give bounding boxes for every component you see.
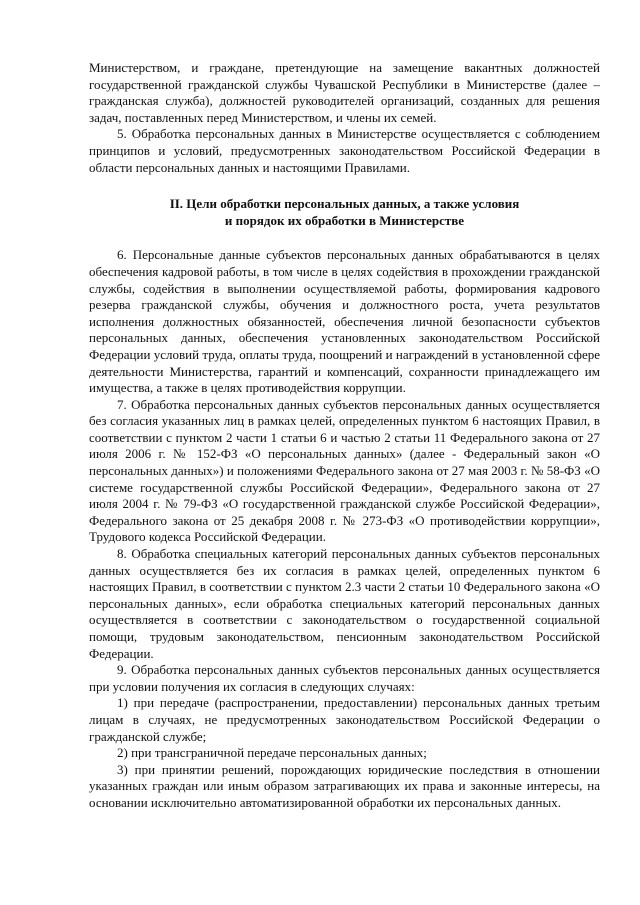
paragraph-8: 8. Обработка специальных категорий персональных данных субъектов персональных данных осуществляется без их согласия в рамках целей, определенных пунктом 6 настоящих Правил, в соответствии с пунктом 2.3 части 2 статьи 10 Федерального закона «О персональных данных», если обработка специальных категорий персональных данных осуществляется в соответствии с законодательством о государственной социальной помощи, трудовым законодательством, пенсионным законодательством Российской Федерации. [89, 546, 600, 661]
paragraph-5: 5. Обработка персональных данных в Министерстве осуществляется с соблюдением принципов и условий, предусмотренных законодательством Российской Федерации в области персональных данных и настоящими Правилами. [89, 126, 600, 175]
list-item-1: 1) при передаче (распространении, предоставлении) персональных данных третьим лицам в случаях, не предусмотренных законодательством Российской Федерации о гражданской службе; [89, 695, 600, 744]
list-item-2: 2) при трансграничной передаче персональных данных; [117, 745, 427, 761]
section-heading [89, 196, 600, 229]
document-page [89, 60, 600, 812]
paragraph-7: 7. Обработка персональных данных субъектов персональных данных осуществляется без согласия указанных лиц в рамках целей, определенных пунктом 6 настоящих Правил, в соответствии с пунктом 2 части 1 статьи 6 и частью 2 статьи 11 Федерального закона от 27 июля 2006 г. № 152-ФЗ «О персональных данных» (далее - Федеральный закон «О персональных данных») и положениями Федерального закона от 27 мая 2003 г. № 58-ФЗ «О системе государственной службы Российской Федерации», Федерального закона от 27 июля 2004 г. № 79-ФЗ «О государственной гражданской службе Российской Федерации», Федерального закона от 25 декабря 2008 г. № 273-ФЗ «О противодействии коррупции», Трудового кодекса Российской Федерации. [89, 396, 600, 545]
section-heading-line-1: II. Цели обработки персональных данных, а также условия [169, 196, 520, 212]
section-heading-line-2: и порядок их обработки в Министерстве [224, 212, 465, 228]
paragraph-6: 6. Персональные данные субъектов персональных данных обрабатываются в целях обеспечения кадровой работы, в том числе в целях содействия в прохождении гражданской службы, содействия в выполнении осуществляемой работы, формирования кадрового резерва гражданской службы, обучения и должностного роста, учета результатов исполнения должностных обязанностей, обеспечения личной безопасности субъектов персональных данных, обеспечения установленных законодательством Российской Федерации условий труда, оплаты труда, поощрений и награждений в установленной сфере деятельности Министерства, гарантий и компенсаций, сохранности принадлежащего им имущества, а также в целях противодействия коррупции. [89, 247, 600, 396]
paragraph-continuation: Министерством, и граждане, претендующие на замещение вакантных должностей государственной гражданской службы Чувашской Республики в Министерстве (далее – гражданская служба), должностей руководителей организаций, созданных для решения задач, поставленных перед Министерством, и члены их семей. [89, 60, 600, 125]
list-item-3: 3) при принятии решений, порождающих юридические последствия в отношении указанных граждан или иным образом затрагивающих их права и законные интересы, на основании исключительно автоматизированной обработки их персональных данных. [89, 761, 600, 810]
paragraph-9: 9. Обработка персональных данных субъектов персональных данных осуществляется при условии получения их согласия в следующих случаях: [89, 662, 600, 694]
